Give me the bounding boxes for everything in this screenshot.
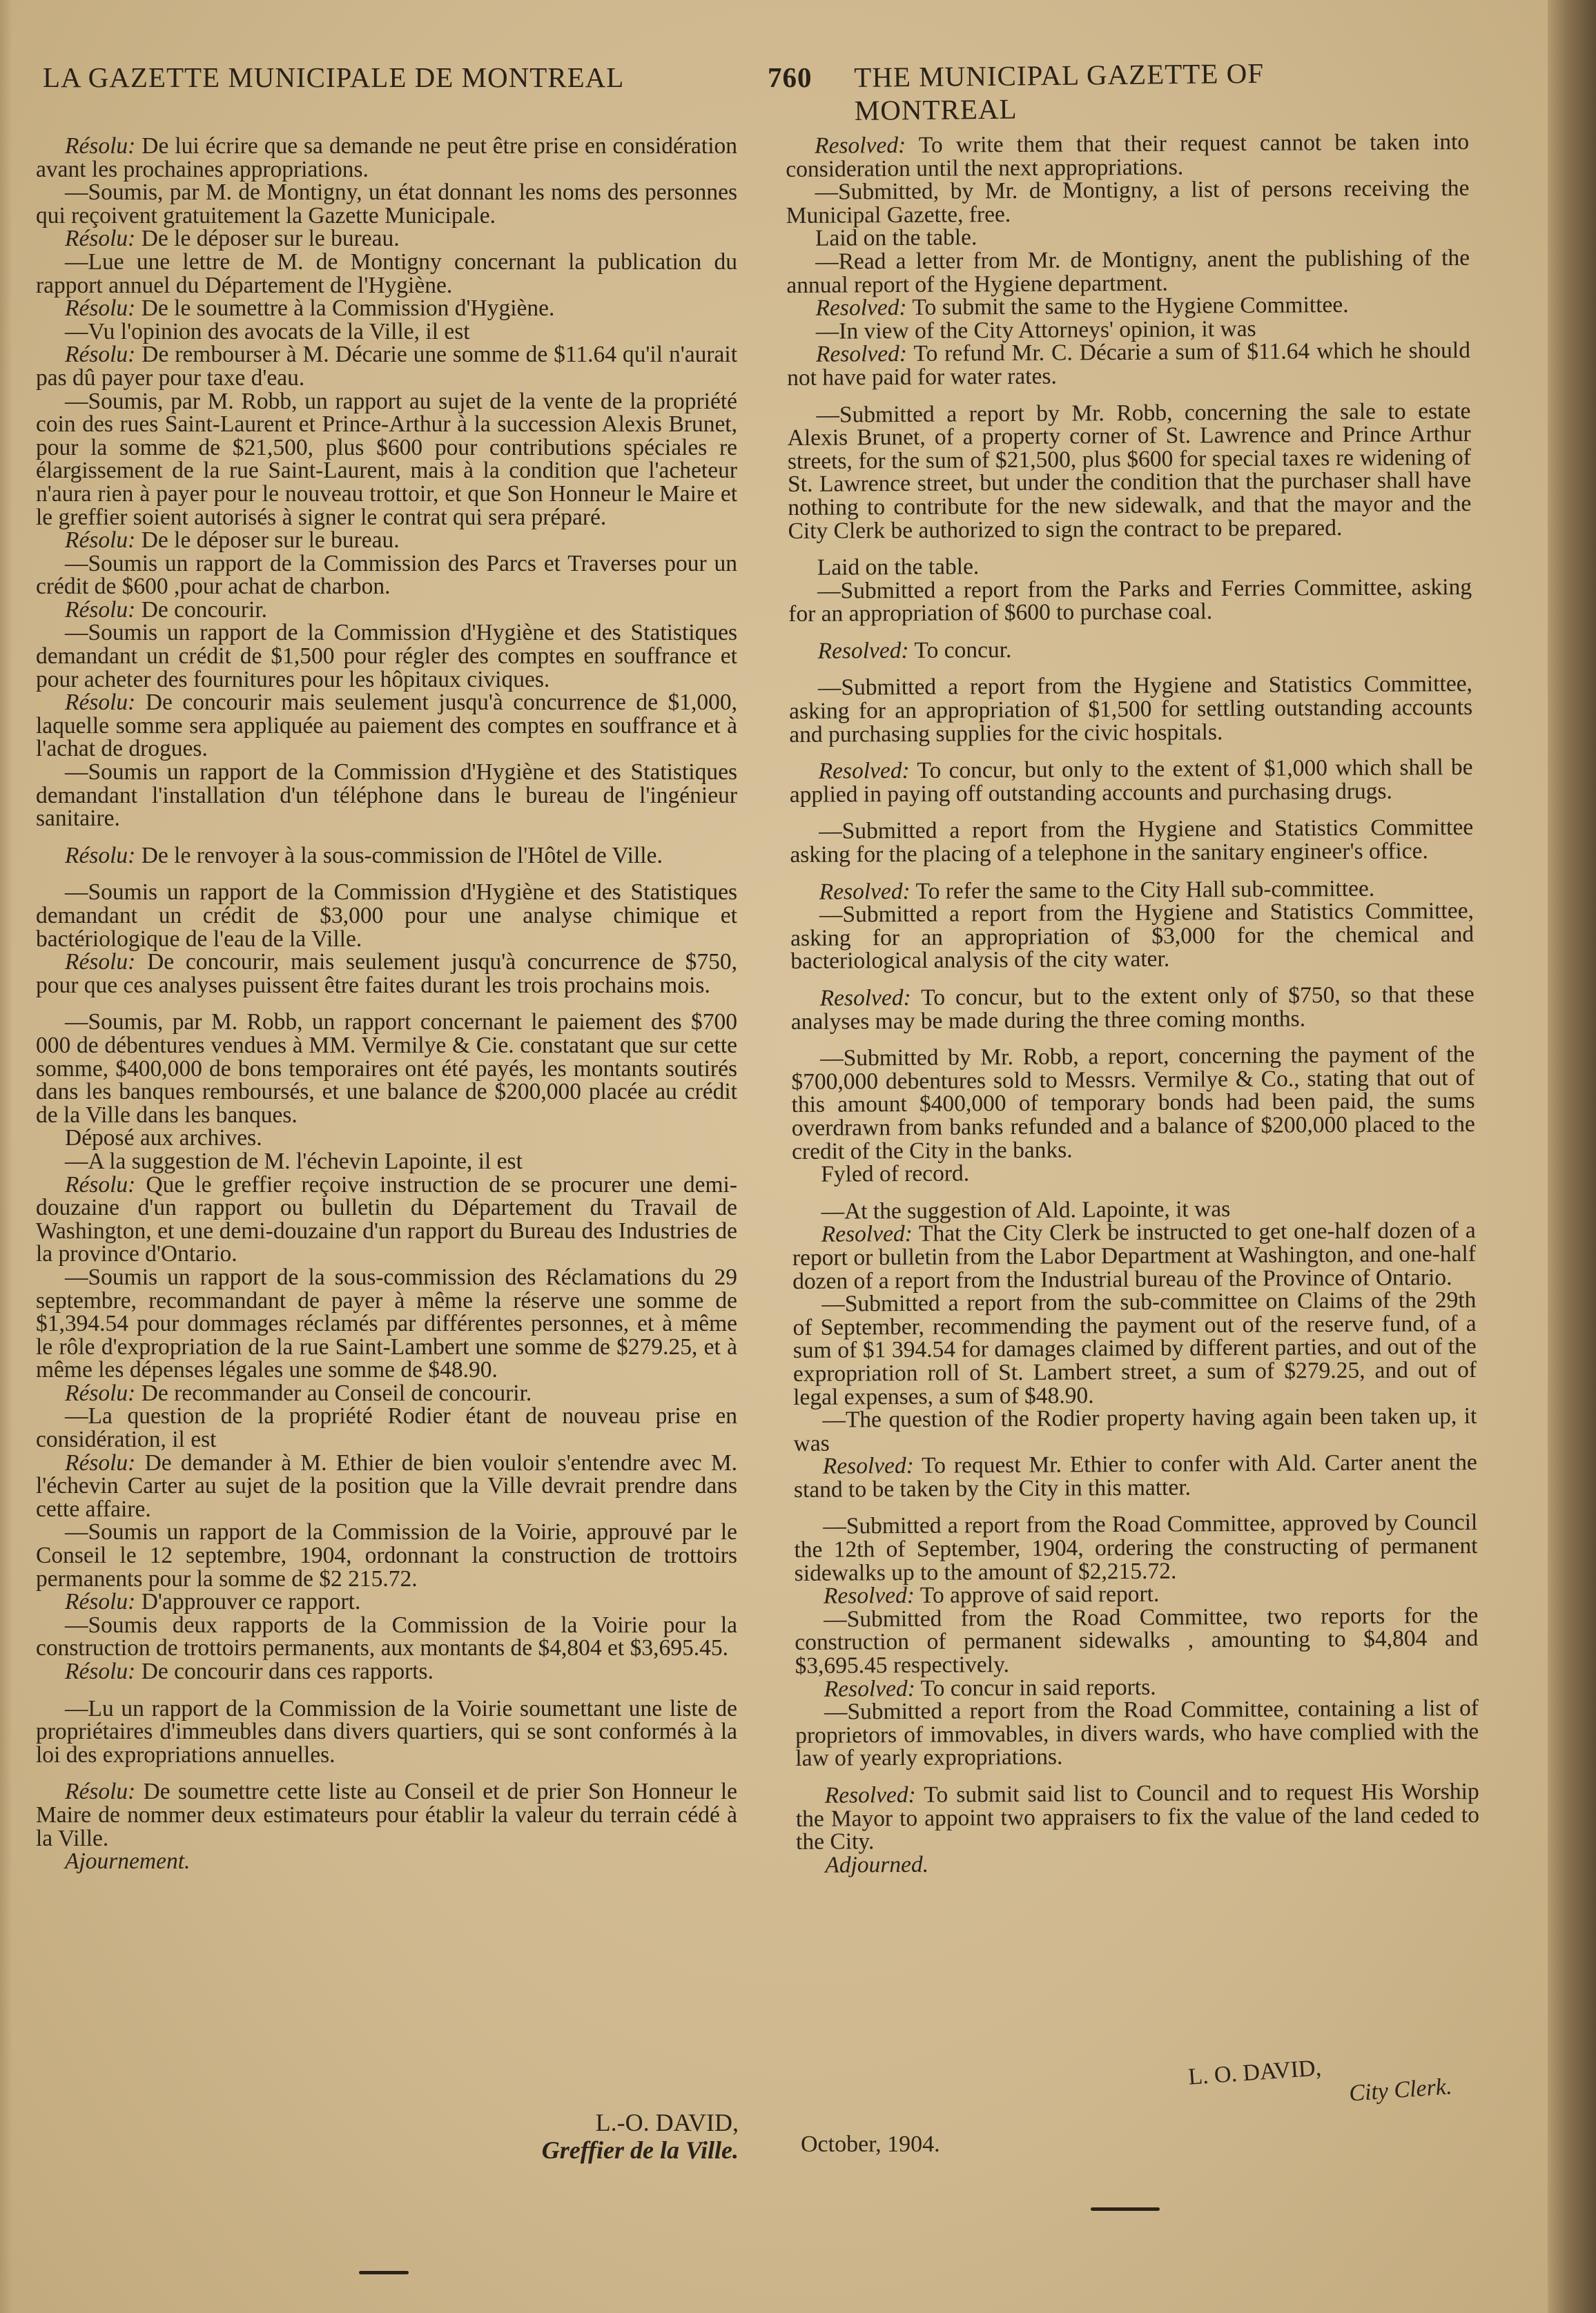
paragraph: —Read a letter from Mr. de Montigny, anent the publishing of the annual report of the Hygiene department. [786, 244, 1470, 298]
paragraph: Resolved: To request Mr. Ethier to confer with Ald. Carter anent the stand to be taken by the City in this matter. [793, 1450, 1477, 1503]
paragraph: Laid on the table. [817, 554, 980, 580]
paragraph: —A la suggestion de M. l'échevin Lapointe, il est [65, 1148, 523, 1174]
paragraph: Resolved: To concur in said reports. [824, 1674, 1156, 1702]
paragraph: —Submitted a report by Mr. Robb, concerning the sale to estate Alexis Brunet, of a property corner of St. Lawrence and Prince Arthur streets, for the sum of $21,500, plus $600 for special taxes re widening of St. Lawrence street, but under the condition that the purchaser shall have nothing to contribute for the new sidewalk, and that the mayor and the City Clerk be authorized to sign the contract to be prepared. [787, 398, 1472, 544]
page-header [43, 57, 1417, 126]
signature-name: L.-O. DAVID, [595, 2109, 739, 2136]
paragraph: —Soumis, par M. Robb, un rapport concernant le paiement des $700 000 de débentures vendues à MM. Vermilye & Cie. constatant que sur cette somme, $400,000 de bons temporaires ont été payés, les montants soutirés dans les banques remboursés, et une balance de $200,000 placée au crédit de la Ville dans les banques. [36, 1009, 737, 1128]
paragraph: Déposé aux archives. [65, 1125, 262, 1151]
paragraph: —Soumis un rapport de la sous-commission des Réclamations du 29 septembre, recommandant de payer à même la réserve une somme de $1,394.54 pour dommages réclamés par différentes personnes, et à même le rôle d'expropriation de la rue Saint-Lambert une somme de $279.25, et à même les dépenses légales une somme de $48.90. [36, 1264, 737, 1383]
paragraph: Résolu: De concourir, mais seulement jusqu'à concurrence de $750, pour que ces analyses puissent être faites durant les trois prochains mois. [36, 949, 737, 998]
paragraph: Resolved: To refer the same to the City Hall sub-committee. [819, 875, 1375, 905]
paragraph: —Soumis, par M. Robb, un rapport au sujet de la vente de la propriété coin des rues Saint-Laurent et Prince-Arthur à la succession Alexis Brunet, pour la somme de $21,500, plus $600 pour contributions spéciales re élargissement de la rue Saint-Laurent, mais à la condition que l'acheteur n'aura rien à payer pour le nouveau trottoir, et que Son Honneur le Maire et le greffier soient autorisés à signer le contrat qui sera préparé. [36, 388, 737, 530]
paragraph: —Submitted a report from the Road Committee, containing a list of proprietors of immovables, in divers wards, who have complied with the law of yearly expropriations. [795, 1695, 1479, 1772]
signature-title: City Clerk. [1348, 2073, 1453, 2107]
signature-name: L. O. DAVID, [1187, 2055, 1323, 2090]
paragraph: —Submitted, by Mr. de Montigny, a list of persons receiving the Municipal Gazette, free. [786, 175, 1470, 228]
paragraph: —Submitted a report from the Hygiene and Statistics Committee, asking for an appropriation of $1,500 for settling outstanding accounts and purchasing supplies for the civic hospitals. [788, 671, 1473, 748]
french-signature [504, 2109, 739, 2164]
header-english-title: THE MUNICIPAL GAZETTE OF MONTREAL [854, 57, 1265, 126]
paragraph: Résolu: De recommander au Conseil de concourir. [65, 1380, 532, 1406]
paragraph: —Soumis un rapport de la Commission d'Hygiène et des Statistiques demandant un crédit de $1,500 pour régler des comptes en souffrance et pour acheter des fournitures pour les hôpitaux civiques. [36, 620, 737, 692]
paragraph: —Soumis, par M. de Montigny, un état donnant les noms des personnes qui reçoivent gratuitement la Gazette Municipale. [36, 179, 737, 228]
page-left-edge [0, 0, 12, 2313]
paragraph: —Soumis un rapport de la Commission des Parcs et Traverses pour un crédit de $600 ,pour achat de charbon. [36, 550, 737, 600]
header-french-title: LA GAZETTE MUNICIPALE DE MONTREAL [43, 61, 625, 93]
end-rule [1091, 2207, 1160, 2211]
paragraph: —Soumis un rapport de la Commission d'Hygiène et des Statistiques demandant l'installation d'un téléphone dans le bureau de l'ingénieur sanitaire. [36, 759, 737, 832]
signature-title: Greffier de la Ville. [541, 2136, 739, 2164]
paragraph: Résolu: De le soumettre à la Commission d'Hygiène. [65, 295, 555, 322]
paragraph: Résolu: De lui écrire que sa demande ne peut être prise en considération avant les prochaines appropriations. [36, 133, 737, 182]
paragraph: —Lu un rapport de la Commission de la Voirie soumettant une liste de propriétaires d'immeubles dans divers quartiers, qui se sont conformés à la loi des expropriations annuelles. [36, 1695, 737, 1768]
paragraph: Résolu: De concourir dans ces rapports. [65, 1659, 434, 1684]
paragraph: —At the suggestion of Ald. Lapointe, it was [821, 1195, 1231, 1224]
paragraph: —Submitted a report from the Hygiene and Statistics Committee asking for the placing of a telephone in the sanitary engineer's office. [790, 814, 1474, 868]
paragraph: Résolu: De concourir mais seulement jusqu'à concurrence de $1,000, laquelle somme sera appliquée au paiement des comptes en souffrance et à l'achat de drogues. [36, 690, 737, 762]
paragraph: Resolved: To refund Mr. C. Décarie a sum of $11.64 which he should not have paid for water rates. [787, 338, 1471, 391]
paragraph: Résolu: De le déposer sur le bureau. [65, 527, 400, 554]
binding-spine [1548, 0, 1596, 2313]
paragraph: Résolu: De demander à M. Ethier de bien vouloir s'entendre avec M. l'échevin Carter au sujet de la position que la Ville devrait prendre dans cette affaire. [36, 1450, 737, 1522]
paragraph: Resolved: That the City Clerk be instructed to get one-half dozen of a report or bulletin from the Labor Department at Washington, and one-half dozen of a report from the Industrial bureau of the Province of Ontario. [792, 1218, 1477, 1294]
paragraph: —The question of the Rodier property having again been taken up, it was [793, 1403, 1477, 1456]
paragraph: —Submitted from the Road Committee, two reports for the construction of permanent sidewalks , amounting to $4,804 and $3,695.45 respectively. [795, 1602, 1479, 1679]
paragraph: —La question de la propriété Rodier étant de nouveau prise en considération, il est [36, 1403, 737, 1453]
paragraph: Ajournement. [65, 1848, 191, 1875]
paragraph: —Soumis un rapport de la Commission de la Voirie, approuvé par le Conseil le 12 septembre, 1904, ordonnant la construction de trottoirs permanents pour la somme de $2 215.72. [36, 1519, 737, 1592]
paragraph: —Submitted a report from the Road Committee, approved by Council the 12th of September, 1904, ordering the constructing of permanent sidewalks up to the amount of $2,215.72. [794, 1510, 1478, 1586]
paragraph: —Vu l'opinion des avocats de la Ville, il est [65, 318, 470, 344]
paragraph: —Submitted a report from the sub-committee on Claims of the 29th of September, recommending the payment out of the reserve fund, of a sum of $1 394.54 for damages claimed by different parties, and out of the expropriation roll of St. Lambert street, a sum of $279.25, and out of legal expenses, a sum of $48.90. [792, 1287, 1477, 1410]
paragraph: Resolved: To concur, but to the extent only of $750, so that these analyses may be made during the three coming months. [790, 981, 1475, 1035]
paragraph: Fyled of record. [821, 1160, 970, 1187]
paragraph: —In view of the City Attorneys' opinion, it was [815, 315, 1256, 344]
paragraph: Résolu: De rembourser à M. Décarie une somme de $11.64 qu'il n'aurait pas dû payer pour taxe d'eau. [36, 342, 737, 391]
page-number: 760 [768, 61, 812, 93]
paragraph: Resolved: To submit the same to the Hygiene Committee. [815, 292, 1349, 321]
paragraph: —Submitted by Mr. Robb, a report, concerning the payment of the $700,000 debentures sold to Messrs. Vermilye & Co., stating that out of this amount $400,000 of temporary bonds had been paid, the sums overdrawn from banks refunded and a balance of $200,000 placed to the credit of the City in the banks. [791, 1042, 1475, 1164]
paragraph: Laid on the table. [815, 224, 977, 252]
french-column [36, 135, 737, 1873]
paragraph: —Soumis deux rapports de la Commission de la Voirie pour la construction de trottoirs permanents, aux montants de $4,804 et $3,695.45. [36, 1612, 737, 1661]
document-date: October, 1904. [801, 2131, 940, 2157]
paragraph: Résolu: D'approuver ce rapport. [65, 1589, 361, 1615]
english-column [786, 130, 1479, 1877]
paragraph: Resolved: To approve of said report. [823, 1581, 1160, 1609]
end-rule [359, 2271, 409, 2274]
paragraph: Adjourned. [825, 1851, 929, 1878]
paragraph: Résolu: De le déposer sur le bureau. [65, 226, 400, 252]
paragraph: Resolved: To submit said list to Council and to request His Worship the Mayor to appoint two appraisers to fix the value of the land ceded to the City. [795, 1778, 1480, 1855]
paragraph: —Submitted a report from the Parks and Ferries Committee, asking for an appropriation of $600 to purchase coal. [788, 574, 1472, 627]
paragraph: Resolved: To write them that their request cannot be taken into consideration until the next appropriations. [786, 128, 1470, 182]
paragraph: Résolu: Que le greffier reçoive instruction de se procurer une demi-douzaine d'un rapport ou bulletin du Département du Travail de Washington, et une demi-douzaine d'un rapport du Bureau des Industries de la province d'Ontario. [36, 1171, 737, 1267]
paragraph: Resolved: To concur, but only to the extent of $1,000 which shall be applied in paying off outstanding accounts and purchasing drugs. [789, 754, 1473, 808]
paragraph: —Lue une lettre de M. de Montigny concernant la publication du rapport annuel du Département de l'Hygiène. [36, 248, 737, 298]
english-signature [1187, 2044, 1467, 2119]
paragraph: Résolu: De soumettre cette liste au Conseil et de prier Son Honneur le Maire de nommer deux estimateurs pour établir la valeur du terrain cédé à la Ville. [36, 1779, 737, 1851]
paragraph: —Soumis un rapport de la Commission d'Hygiène et des Statistiques demandant un crédit de $3,000 pour une analyse chimique et bactériologique de l'eau de la Ville. [36, 879, 737, 952]
paragraph: —Submitted a report from the Hygiene and Statistics Committee, asking for an appropriation of $3,000 for the chemical and bacteriological analysis of the city water. [790, 898, 1475, 975]
paragraph: Resolved: To concur. [817, 636, 1012, 664]
paragraph: Résolu: De le renvoyer à la sous-commission de l'Hôtel de Ville. [65, 842, 663, 868]
paragraph: Résolu: De concourir. [65, 596, 268, 623]
